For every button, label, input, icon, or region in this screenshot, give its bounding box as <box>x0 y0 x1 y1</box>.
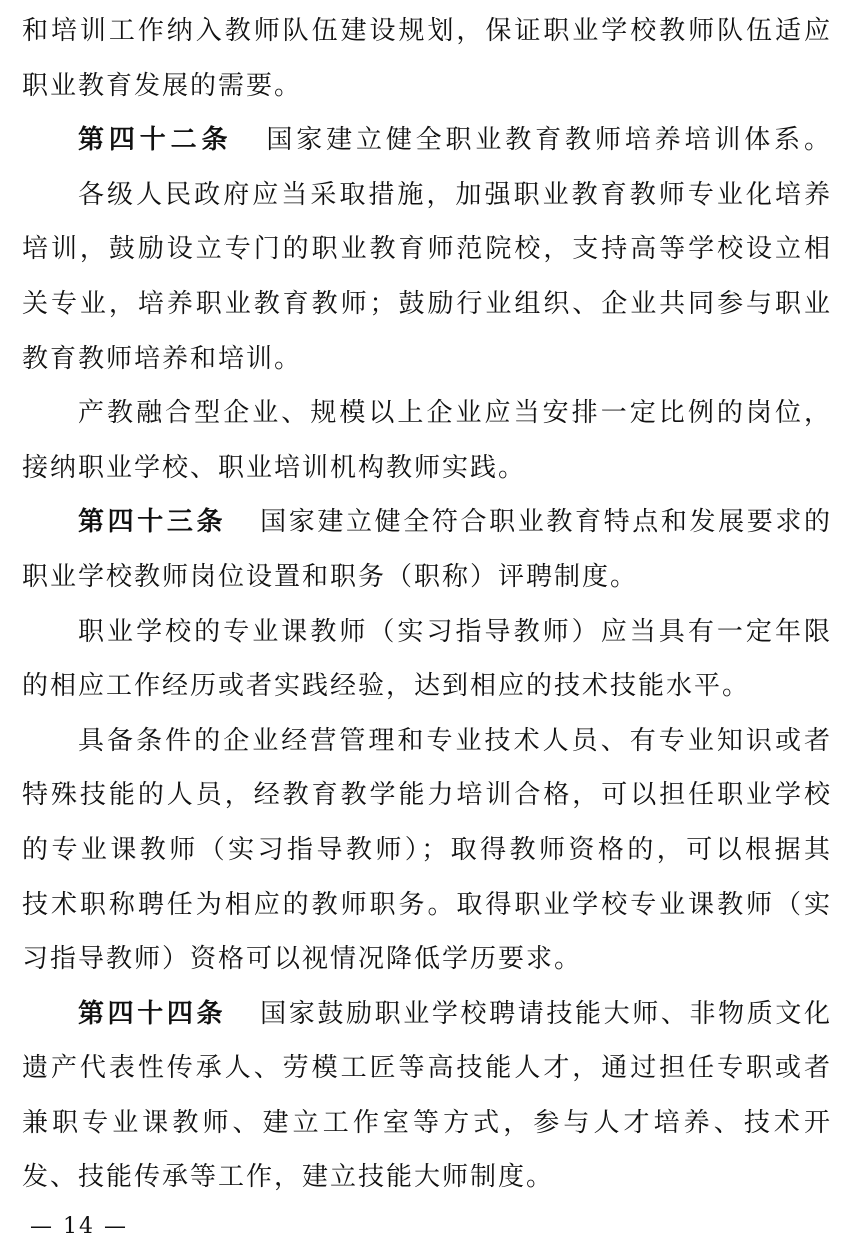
line-text: 职业学校的专业课教师（实习指导教师）应当具有一定年限 <box>78 616 830 647</box>
line-text: 的相应工作经历或者实践经验，达到相应的技术技能水平。 <box>22 671 751 702</box>
text-line <box>22 610 830 665</box>
text-line <box>22 173 830 228</box>
text-line <box>22 664 830 719</box>
line-text: 的专业课教师（实习指导教师）；取得教师资格的，可以根据其 <box>22 834 830 865</box>
line-text: 习指导教师）资格可以视情况降低学历要求。 <box>22 944 583 975</box>
text-line <box>22 118 830 173</box>
document-body <box>22 9 830 1210</box>
line-text: 各级人民政府应当采取措施，加强职业教育教师专业化培养 <box>78 179 830 210</box>
article-number: 第四十三条 <box>78 507 227 538</box>
line-text: 产教融合型企业、规模以上企业应当安排一定比例的岗位， <box>78 398 830 429</box>
page-number: — 14 — <box>30 1214 128 1239</box>
paragraph <box>22 173 830 391</box>
paragraph <box>22 9 830 118</box>
text-line <box>22 500 830 555</box>
line-text: 关专业，培养职业教育教师；鼓励行业组织、企业共同参与职业 <box>22 288 830 319</box>
text-line <box>22 337 830 392</box>
text-line <box>22 1155 830 1210</box>
line-text: 兼职专业课教师、建立工作室等方式，参与人才培养、技术开 <box>22 1107 830 1138</box>
paragraph <box>22 391 830 500</box>
line-text: 教育教师培养和培训。 <box>22 343 303 374</box>
paragraph <box>22 610 830 719</box>
article-number: 第四十四条 <box>78 998 227 1029</box>
text-line <box>22 446 830 501</box>
line-text: 培训，鼓励设立专门的职业教育师范院校，支持高等学校设立相 <box>22 234 830 265</box>
text-line <box>22 828 830 883</box>
text-line <box>22 227 830 282</box>
line-text: 发、技能传承等工作，建立技能大师制度。 <box>22 1162 555 1193</box>
text-line <box>22 1101 830 1156</box>
text-line <box>22 883 830 938</box>
line-text: 职业学校教师岗位设置和职务（职称）评聘制度。 <box>22 561 639 592</box>
line-text: 遗产代表性传承人、劳模工匠等高技能人才，通过担任专职或者 <box>22 1053 830 1084</box>
line-text: 职业教育发展的需要。 <box>22 70 303 101</box>
line-text: 技术职称聘任为相应的教师职务。取得职业学校专业课教师（实 <box>22 889 830 920</box>
text-line <box>22 719 830 774</box>
text-line <box>22 1046 830 1101</box>
article-paragraph <box>22 118 830 173</box>
text-line <box>22 937 830 992</box>
text-line <box>22 64 830 119</box>
line-text: 和培训工作纳入教师队伍建设规划，保证职业学校教师队伍适应 <box>22 16 830 46</box>
text-line <box>22 391 830 446</box>
line-text: 国家建立健全职业教育教师培养培训体系。 <box>266 125 830 156</box>
text-line <box>22 555 830 610</box>
article-number: 第四十二条 <box>78 125 233 156</box>
line-text: 国家鼓励职业学校聘请技能大师、非物质文化 <box>260 998 830 1029</box>
text-line <box>22 9 830 64</box>
article-paragraph <box>22 500 830 609</box>
line-text: 接纳职业学校、职业培训机构教师实践。 <box>22 452 527 483</box>
article-paragraph <box>22 992 830 1210</box>
text-line <box>22 773 830 828</box>
line-text: 特殊技能的人员，经教育教学能力培训合格，可以担任职业学校 <box>22 780 830 811</box>
paragraph <box>22 719 830 992</box>
text-line <box>22 992 830 1047</box>
line-text: 具备条件的企业经营管理和专业技术人员、有专业知识或者 <box>78 725 830 756</box>
text-line <box>22 282 830 337</box>
line-text: 国家建立健全符合职业教育特点和发展要求的 <box>260 507 830 538</box>
